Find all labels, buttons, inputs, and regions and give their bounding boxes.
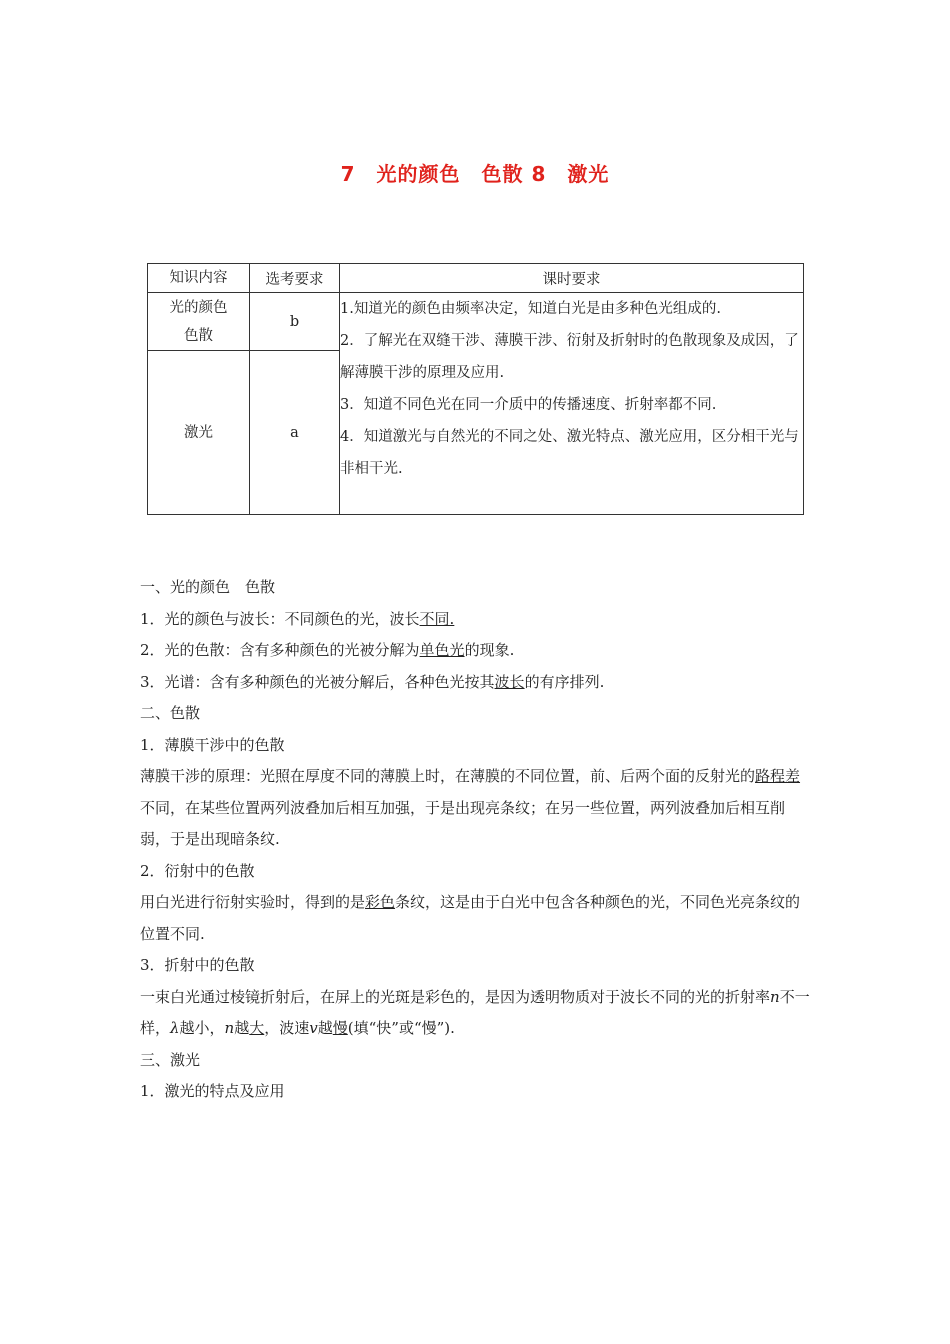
header-goals: 课时要求: [340, 264, 804, 293]
paragraph: [140, 887, 812, 950]
text: 条纹，这是由于白光中包含各种颜色的光，不同色光亮条纹的位置不同.: [140, 893, 801, 943]
paragraph: [140, 667, 812, 699]
answer-blank: 路程差: [755, 767, 801, 785]
topic-cell: 激光: [148, 351, 250, 515]
subsection-heading: 3．折射中的色散: [140, 956, 255, 974]
text: (填“快”或“慢”).: [347, 1019, 455, 1037]
text: 越小，: [179, 1019, 225, 1037]
main-content: [140, 572, 812, 1108]
goal-item: 4．知道激光与自然光的不同之处、激光特点、激光应用，区分相干光与非相干光.: [340, 429, 799, 477]
text: 不一样，: [140, 987, 810, 1037]
variable-n: n: [770, 987, 780, 1006]
topic-line: 光的颜色: [169, 299, 228, 316]
answer-blank: 单色光: [419, 641, 465, 659]
subsection-heading: 1．薄膜干涉中的色散: [140, 735, 285, 754]
table-row: [148, 293, 804, 351]
variable-lambda: λ: [170, 1019, 180, 1037]
text: 用白光进行衍射实验时，得到的是: [140, 893, 366, 911]
level-cell: b: [250, 293, 340, 351]
text: 3．光谱：含有多种颜色的光被分解后，各种色光按其: [140, 672, 495, 691]
goal-item: 3．知道不同色光在同一介质中的传播速度、折射率都不同.: [340, 397, 717, 413]
paragraph: [140, 635, 812, 667]
topic-cell: [148, 293, 250, 351]
section-heading: 三、激光: [140, 1050, 201, 1069]
text: ，波速: [264, 1019, 310, 1037]
answer-blank: 彩色: [365, 893, 396, 911]
section-heading: 二、色散: [140, 704, 201, 722]
answer-blank: 不同.: [419, 609, 455, 628]
variable-n: n: [224, 1019, 235, 1037]
paragraph: [140, 982, 812, 1045]
text: 的现象.: [464, 641, 515, 659]
paragraph: [140, 761, 812, 856]
requirements-table: [147, 263, 804, 515]
goal-item: 2．了解光在双缝干涉、薄膜干涉、衍射及折射时的色散现象及成因，了解薄膜干涉的原理及应用.: [340, 333, 799, 381]
text: 越: [317, 1019, 333, 1037]
goal-item: 1.知道光的颜色由频率决定，知道白光是由多种色光组成的.: [340, 301, 721, 317]
text: 的有序排列.: [524, 672, 605, 691]
level-cell: a: [250, 351, 340, 515]
header-level: 选考要求: [250, 264, 340, 293]
text: 一束白光通过棱镜折射后，在屏上的光斑是彩色的，是因为透明物质对于波长不同的光的折射率: [140, 987, 771, 1006]
subsection-heading: 2．衍射中的色散: [140, 861, 255, 880]
section-heading: 一、光的颜色 色散: [140, 578, 276, 596]
text: 2．光的色散：含有多种颜色的光被分解为: [140, 641, 420, 659]
topic-line: 色散: [184, 327, 213, 344]
paragraph: [140, 604, 812, 636]
table-header-row: [148, 264, 804, 293]
goals-cell: [340, 293, 804, 515]
text: 1．光的颜色与波长：不同颜色的光，波长: [140, 609, 420, 628]
text: 薄膜干涉的原理：光照在厚度不同的薄膜上时，在薄膜的不同位置，前、后两个面的反射光的: [140, 767, 756, 785]
text: 不同，在某些位置两列波叠加后相互加强，于是出现亮条纹；在另一些位置，两列波叠加后相互削弱，于是出现暗条纹.: [140, 798, 786, 848]
answer-blank: 波长: [494, 672, 525, 691]
subsection-heading: 1．激光的特点及应用: [140, 1082, 285, 1100]
page-title: 7 光的颜色 色散 8 激光: [340, 162, 610, 186]
variable-v: v: [309, 1019, 318, 1037]
text: 越: [234, 1019, 250, 1037]
answer-blank: 大: [249, 1019, 265, 1037]
answer-blank: 慢: [332, 1019, 348, 1037]
header-knowledge: 知识内容: [148, 264, 250, 293]
